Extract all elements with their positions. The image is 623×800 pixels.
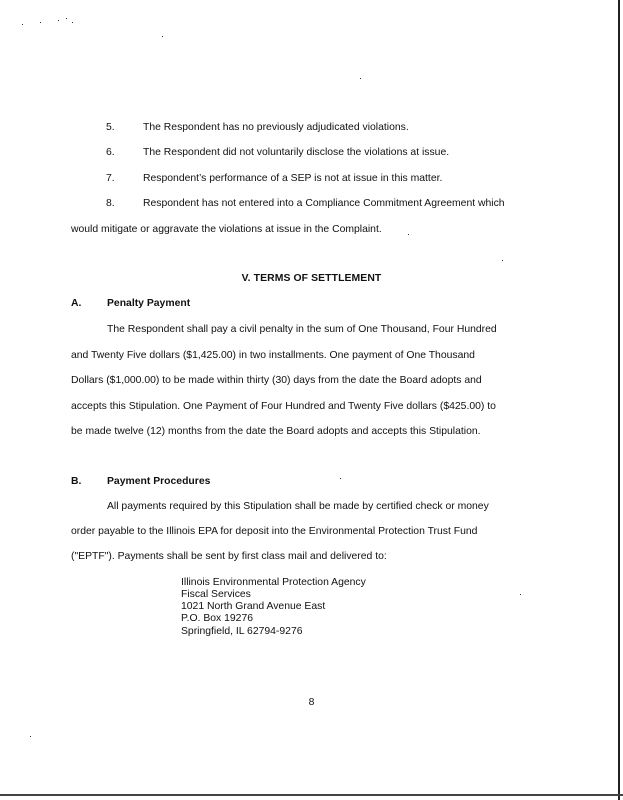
list-item-number: 5. <box>106 122 115 133</box>
page-number: 8 <box>308 697 315 708</box>
scan-speck <box>22 24 23 25</box>
list-item-number: 7. <box>106 173 115 184</box>
scan-border-right <box>618 0 620 800</box>
address-line: Springfield, IL 62794-9276 <box>181 626 303 637</box>
scan-speck <box>502 260 503 261</box>
scan-speck <box>66 18 67 19</box>
subsection-letter: B. <box>71 476 82 487</box>
address-line: Fiscal Services <box>181 589 251 600</box>
paragraph-line: The Respondent shall pay a civil penalty in the sum of One Thousand, Four Hundred <box>107 324 497 335</box>
scan-speck <box>40 22 41 23</box>
scan-speck <box>72 22 73 23</box>
paragraph-line: Dollars ($1,000.00) to be made within thirty (30) days from the date the Board adopts and <box>71 375 482 386</box>
scan-speck <box>162 36 163 37</box>
scan-speck <box>520 594 521 595</box>
address-line: Illinois Environmental Protection Agency <box>181 577 366 588</box>
address-line: 1021 North Grand Avenue East <box>181 601 326 612</box>
list-item-text: Respondent has not entered into a Compliance Commitment Agreement which <box>143 198 505 209</box>
address-line: P.O. Box 19276 <box>181 613 254 624</box>
list-item-number: 6. <box>106 147 115 158</box>
scan-speck <box>340 478 341 479</box>
paragraph-line: ("EPTF"). Payments shall be sent by first class mail and delivered to: <box>71 551 387 562</box>
paragraph-line: All payments required by this Stipulation shall be made by certified check or money <box>107 501 489 512</box>
scan-speck <box>360 78 361 79</box>
scan-speck <box>408 234 409 235</box>
list-item-text: The Respondent has no previously adjudicated violations. <box>143 122 409 133</box>
list-item-text: Respondent’s performance of a SEP is not at issue in this matter. <box>143 173 443 184</box>
paragraph-line: be made twelve (12) months from the date the Board adopts and accepts this Stipulation. <box>71 426 481 437</box>
scan-border-bottom <box>0 794 623 796</box>
subsection-letter: A. <box>71 298 82 309</box>
paragraph-line: accepts this Stipulation. One Payment of Four Hundred and Twenty Five dollars ($425.00) to <box>71 401 496 412</box>
list-item-continuation: would mitigate or aggravate the violations at issue in the Complaint. <box>71 224 382 235</box>
paragraph-line: order payable to the Illinois EPA for deposit into the Environmental Protection Trust Fund <box>71 526 478 537</box>
paragraph-line: and Twenty Five dollars ($1,425.00) in two installments. One payment of One Thousand <box>71 350 475 361</box>
scan-speck <box>58 20 59 21</box>
subsection-title: Penalty Payment <box>107 298 191 309</box>
list-item-number: 8. <box>106 198 115 209</box>
scan-speck <box>30 736 31 737</box>
section-heading: V. TERMS OF SETTLEMENT <box>241 273 382 284</box>
subsection-title: Payment Procedures <box>107 476 211 487</box>
list-item-text: The Respondent did not voluntarily disclose the violations at issue. <box>143 147 450 158</box>
